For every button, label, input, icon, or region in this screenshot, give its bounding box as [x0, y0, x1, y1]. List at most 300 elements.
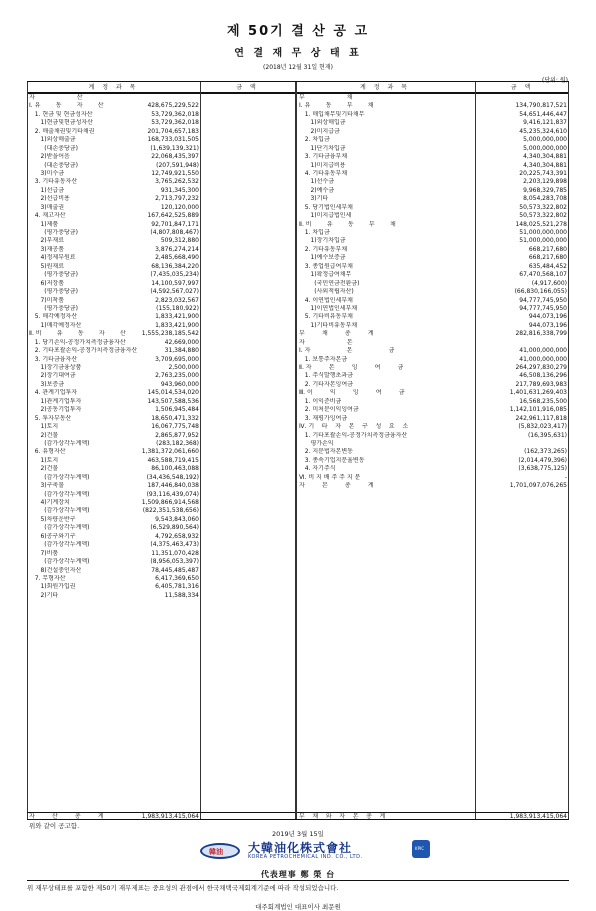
- account-label: Ⅱ. 비 유 동 자 산: [29, 330, 126, 338]
- table-row: [297, 381, 569, 389]
- amount-value: 1,381,372,061,660: [141, 448, 199, 456]
- table-row: [27, 457, 295, 465]
- amount-value: 2,823,032,567: [155, 296, 199, 304]
- amount-value: 5,000,000,000: [523, 136, 567, 144]
- account-label: Ⅵ. 비 지 배 주 주 지 분: [299, 473, 361, 481]
- amount-value: (7,435,035,234): [150, 271, 199, 279]
- amount-value: 54,651,446,447: [519, 110, 567, 118]
- amount-value: 9,543,843,060: [155, 515, 199, 523]
- account-label: 2)기타: [29, 591, 59, 599]
- amount-value: 6,405,781,316: [155, 583, 199, 591]
- amount-value: 11,351,070,428: [151, 549, 199, 557]
- amount-value: (93,116,439,074): [146, 490, 199, 498]
- table-row: [297, 491, 569, 499]
- amount-value: 282,816,338,799: [515, 330, 567, 338]
- report-date: (2018년 12월 31일 현재): [263, 64, 333, 71]
- amount-value: 134,790,817,521: [515, 102, 567, 110]
- account-label: 부 채: [299, 94, 353, 101]
- amount-value: 217,789,693,983: [515, 380, 567, 388]
- account-label: (감가상각누계액): [29, 473, 90, 481]
- account-label: 2. 기타자본잉여금: [299, 380, 353, 388]
- account-label: 2. 기타유동부채: [299, 245, 348, 253]
- announcement-date: 2019년 3월 15일: [272, 830, 324, 838]
- header-amount-right: 금 액: [475, 82, 569, 93]
- amount-value: 51,000,000,000: [519, 237, 567, 245]
- table-row: [297, 246, 569, 254]
- table-row: [297, 482, 569, 490]
- amount-value: 145,014,534,020: [147, 389, 199, 397]
- amount-value: 1,506,945,484: [155, 406, 199, 414]
- account-label: 자 산: [29, 94, 83, 101]
- table-row: [27, 145, 295, 153]
- amount-value: 42,669,000: [164, 338, 199, 346]
- table-row: [297, 398, 569, 406]
- table-row: [297, 592, 569, 600]
- table-row: [27, 195, 295, 203]
- amount-value: (4,807,808,467): [150, 229, 199, 236]
- account-label: 4. 재고자산: [29, 212, 66, 220]
- table-row: [297, 406, 569, 414]
- account-label: 1)장기차입금: [299, 237, 346, 245]
- account-label: 2. 미처분이익잉여금: [299, 406, 359, 414]
- table-row: [297, 423, 569, 431]
- account-label: (감가상각누계액): [29, 490, 90, 498]
- table-row: [297, 516, 569, 524]
- table-row: [27, 322, 295, 330]
- account-label: 5. 기타비유동부채: [299, 313, 353, 321]
- amount-value: 18,650,471,332: [151, 414, 199, 422]
- amount-value: 1,983,913,415,064: [509, 813, 567, 820]
- account-label: 3)재공품: [29, 245, 64, 253]
- table-row: [297, 474, 569, 482]
- amount-value: 45,235,324,610: [519, 127, 567, 135]
- account-label: 1)확정급여채무: [299, 271, 352, 279]
- amount-value: 943,960,000: [160, 380, 199, 388]
- balance-sheet-table: [27, 81, 569, 820]
- account-label: 1)제품: [29, 220, 59, 228]
- amount-value: 1,555,238,185,542: [141, 330, 199, 338]
- account-label: 1)현금및현금성자산: [29, 119, 93, 127]
- table-row: [297, 389, 569, 397]
- table-row: [27, 524, 295, 532]
- table-row: [27, 271, 295, 279]
- amount-value: 92,701,847,171: [151, 220, 199, 228]
- table-row: [27, 499, 295, 507]
- table-row: [27, 162, 295, 170]
- amount-value: 86,100,463,088: [151, 465, 199, 473]
- table-row: [297, 524, 569, 532]
- account-label: 1. 이익준비금: [299, 397, 342, 405]
- table-row: [27, 812, 295, 820]
- table-row: [27, 339, 295, 347]
- account-label: 1. 매입채무및기타채무: [299, 110, 365, 118]
- table-row: [297, 583, 569, 591]
- amount-value: (4,592,567,027): [150, 288, 199, 296]
- table-row: [27, 297, 295, 305]
- table-row: [27, 398, 295, 406]
- table-row: [27, 423, 295, 431]
- amount-value: 4,792,658,932: [155, 532, 199, 540]
- unit-label: (단위: 원): [542, 77, 568, 84]
- table-row: [297, 111, 569, 119]
- company-name-korean: 大韓油化株式會社: [248, 841, 353, 855]
- logo-badge-icon: 韓油: [200, 843, 240, 859]
- table-row: [297, 347, 569, 355]
- table-row: [297, 558, 569, 566]
- table-row: [297, 339, 569, 347]
- table-row: [27, 558, 295, 566]
- amount-value: 1,401,631,269,403: [509, 389, 567, 397]
- table-row: [27, 178, 295, 186]
- account-label: 8)건설중인자산: [29, 566, 82, 574]
- account-label: 5. 매각예정자산: [29, 313, 78, 321]
- account-label: (감가상각누계액): [29, 439, 90, 447]
- account-label: 3)매출권: [29, 203, 64, 211]
- table-row: [297, 364, 569, 372]
- table-row: [27, 280, 295, 288]
- account-label: (대손충당금): [29, 161, 78, 169]
- table-row: [27, 187, 295, 195]
- amount-value: 168,733,031,505: [147, 136, 199, 144]
- account-label: 1)기타비유동부채: [299, 321, 358, 329]
- amount-value: 3,765,262,532: [155, 178, 199, 186]
- table-row: [27, 128, 295, 136]
- table-row: [27, 305, 295, 313]
- table-row: [297, 145, 569, 153]
- table-row: [27, 406, 295, 414]
- statement-title: 연 결 재 무 상 태 표: [234, 48, 362, 59]
- account-label: 자 산 총 계: [29, 813, 104, 820]
- account-label: (감가상각누계액): [29, 541, 90, 549]
- table-row: [297, 254, 569, 262]
- auditor-line: 대주회계법인 대표이사 최문원: [255, 903, 341, 911]
- amount-value: (34,436,548,192): [146, 473, 199, 481]
- account-label: 3)기타: [299, 195, 329, 203]
- table-row: [297, 229, 569, 237]
- account-label: 1)외상매출금: [29, 136, 76, 144]
- table-row: [297, 499, 569, 507]
- table-row: [297, 372, 569, 380]
- account-label: 1. 차입금: [299, 229, 330, 236]
- account-label: 1)예수보증금: [299, 254, 346, 262]
- amount-value: 3,709,695,000: [155, 355, 199, 363]
- table-row: [297, 102, 569, 110]
- table-row: [27, 448, 295, 456]
- account-label: 3. 재평가잉여금: [299, 414, 348, 422]
- company-logo: [200, 840, 425, 864]
- amount-value: 944,073,196: [528, 313, 567, 321]
- table-row: [297, 94, 569, 102]
- amount-value: 2,865,877,952: [155, 431, 199, 439]
- table-row: [27, 507, 295, 515]
- account-label: 5. 투자부동산: [29, 414, 72, 422]
- account-label: 4. 자기주식: [299, 465, 336, 473]
- amount-value: 148,025,521,278: [515, 220, 567, 228]
- table-row: [297, 271, 569, 279]
- amount-value: (1,639,139,321): [150, 144, 199, 152]
- ceo-signature: 代表理事 鄭 榮 台: [260, 870, 336, 879]
- amount-value: 9,416,121,837: [523, 119, 567, 127]
- account-label: Ⅱ. 자 본 잉 여 금: [299, 364, 404, 371]
- amount-value: -: [564, 473, 567, 481]
- liabilities-equity-column: [297, 94, 569, 820]
- account-label: 7)미착품: [29, 296, 64, 304]
- account-label: 1)외상매입금: [299, 119, 346, 127]
- table-row: [27, 254, 295, 262]
- amount-value: (6,529,890,564): [150, 524, 199, 532]
- table-row: [297, 221, 569, 229]
- table-row: [27, 313, 295, 321]
- amount-value: 1,701,097,076,265: [509, 482, 567, 490]
- footnote: 위 재무상태표를 포함한 제50기 재무제표는 중요성의 관점에서 한국채택국제회계기준에 따라 작성되었습니다.: [27, 884, 339, 892]
- amount-value: 2,500,000: [168, 364, 199, 371]
- table-row: [27, 592, 295, 600]
- account-label: Ⅱ. 비 유 동 부 채: [299, 220, 396, 228]
- amount-value: (162,373,265): [524, 448, 567, 456]
- amount-value: 50,573,322,802: [519, 203, 567, 211]
- amount-value: (4,917,600): [531, 279, 567, 287]
- notice-title: 제 50기 결 산 공 고: [226, 24, 370, 39]
- account-label: 2)받을어음: [29, 153, 70, 161]
- table-row: [297, 567, 569, 575]
- account-label: Ⅰ. 유 동 자 산: [29, 102, 104, 110]
- table-row: [27, 170, 295, 178]
- table-row: [27, 372, 295, 380]
- account-label: 1)미지급법인세: [299, 212, 352, 220]
- account-label: (평가충당금): [29, 304, 78, 312]
- table-row: [27, 381, 295, 389]
- amount-value: 668,217,680: [528, 245, 567, 253]
- table-row: [27, 204, 295, 212]
- account-label: Ⅳ. 기 타 자 본 구 성 요 소: [299, 423, 409, 431]
- table-row: [297, 415, 569, 423]
- table-row: [27, 136, 295, 144]
- amount-value: 2,485,668,490: [155, 254, 199, 262]
- amount-value: (16,395,631): [527, 431, 567, 439]
- table-row: [297, 178, 569, 186]
- table-row: [297, 313, 569, 321]
- amount-value: 67,470,568,107: [519, 271, 567, 279]
- amount-value: 167,642,525,889: [147, 212, 199, 220]
- corporate-mark-icon: KPIC: [412, 840, 430, 858]
- table-row: [27, 229, 295, 237]
- amount-value: 931,345,300: [160, 186, 199, 194]
- table-row: [297, 448, 569, 456]
- account-label: 4)정제부원료: [29, 254, 76, 262]
- table-row: [27, 575, 295, 583]
- table-row: [297, 457, 569, 465]
- amount-value: 463,588,719,415: [147, 456, 199, 464]
- table-row: [27, 541, 295, 549]
- account-label: 3)보증금: [29, 380, 64, 388]
- amount-value: 2,763,235,000: [155, 372, 199, 380]
- table-row: [297, 128, 569, 136]
- table-row: [297, 187, 569, 195]
- amount-value: 2,203,129,898: [523, 178, 567, 186]
- account-label: (감가상각누계액): [29, 507, 90, 515]
- table-row: [297, 305, 569, 313]
- amount-value: (283,182,368): [156, 439, 199, 447]
- amount-value: 53,729,362,018: [151, 110, 199, 118]
- account-label: 1)회원가입권: [29, 583, 76, 591]
- amount-value: 4,340,304,881: [523, 161, 567, 169]
- account-label: (평가충당금): [29, 229, 78, 236]
- table-row: [27, 237, 295, 245]
- account-label: 1. 당기손익-공정가치측정금융자산: [29, 338, 126, 346]
- account-label: 자 본: [299, 338, 353, 346]
- amount-value: (4,375,463,473): [150, 541, 199, 549]
- account-label: 2. 차입금: [299, 136, 330, 144]
- amount-value: 3,876,274,214: [155, 245, 199, 253]
- account-label: (대손충당금): [29, 144, 78, 152]
- amount-value: 4,340,304,881: [523, 153, 567, 161]
- amount-value: 46,508,136,296: [519, 372, 567, 380]
- table-row: [297, 204, 569, 212]
- company-name-english: KOREA PETROCHEMICAL IND. CO., LTD.: [248, 854, 363, 860]
- table-row: [297, 136, 569, 144]
- account-label: (평가충당금): [29, 288, 78, 296]
- amount-value: 428,675,229,522: [147, 102, 199, 110]
- table-row: [27, 119, 295, 127]
- amount-value: 143,507,588,536: [147, 397, 199, 405]
- amount-value: (155,180,922): [156, 304, 199, 312]
- account-label: 7. 무형자산: [29, 574, 66, 582]
- account-label: 1. 현금 및 현금성자산: [29, 110, 93, 118]
- account-label: 1)매각예정자산: [29, 321, 82, 329]
- table-row: [297, 297, 569, 305]
- assets-column: [27, 94, 295, 820]
- account-label: Ⅰ. 자 본 금: [299, 347, 395, 355]
- account-label: 1)장기금융상품: [29, 364, 82, 371]
- account-label: 3)구축물: [29, 482, 64, 490]
- table-row: [27, 516, 295, 524]
- amount-value: 31,384,880: [164, 347, 199, 355]
- table-row: [297, 288, 569, 296]
- table-row: [27, 567, 295, 575]
- amount-value: 51,000,000,000: [519, 229, 567, 236]
- account-label: 5)차량운반구: [29, 515, 76, 523]
- account-label: 1)토지: [29, 423, 59, 431]
- account-label: 3. 기타유동자산: [29, 178, 78, 186]
- table-row: [27, 246, 295, 254]
- amount-value: 53,729,362,018: [151, 119, 199, 127]
- amount-value: 20,225,743,391: [519, 169, 567, 177]
- table-row: [27, 389, 295, 397]
- amount-value: 1,833,421,900: [155, 313, 199, 321]
- table-row: [297, 212, 569, 220]
- table-row: [297, 237, 569, 245]
- amount-value: 635,484,452: [528, 262, 567, 270]
- amount-value: 2,713,797,232: [155, 195, 199, 203]
- account-label: 평가손익: [299, 439, 334, 447]
- account-label: 1)선수금: [299, 178, 334, 186]
- table-row: [27, 432, 295, 440]
- amount-value: 11,588,334: [164, 591, 199, 599]
- amount-value: 668,217,680: [528, 254, 567, 262]
- account-label: 6. 유형자산: [29, 448, 66, 456]
- table-row: [27, 583, 295, 591]
- table-row: [297, 153, 569, 161]
- table-row: [27, 212, 295, 220]
- account-label: 1)미지급비용: [299, 161, 346, 169]
- account-label: 1. 기타포괄손익-공정가치측정금융자산: [299, 431, 408, 439]
- account-label: 2. 매출채권및기타채권: [29, 127, 95, 135]
- table-row: [27, 330, 295, 338]
- account-label: (평가충당금): [29, 271, 78, 279]
- account-label: 6)저장품: [29, 279, 64, 287]
- account-label: 2)부재료: [29, 237, 64, 245]
- table-row: [27, 263, 295, 271]
- account-label: (사외적립자산): [299, 288, 354, 296]
- account-label: 2. 지분법자본변동: [299, 448, 353, 456]
- account-label: 5)원재료: [29, 262, 64, 270]
- account-label: 1. 주식발행초과금: [299, 372, 353, 380]
- account-label: 4. 관계기업투자: [29, 389, 78, 397]
- table-row: [297, 195, 569, 203]
- account-label: 2)예수금: [299, 186, 334, 194]
- amount-value: 78,445,485,487: [151, 566, 199, 574]
- account-label: 1. 보통주자본금: [299, 355, 348, 363]
- amount-value: (66,830,166,055): [514, 288, 567, 296]
- account-label: 6)공구와기구: [29, 532, 76, 540]
- table-row: [27, 491, 295, 499]
- amount-value: 41,000,000,000: [519, 355, 567, 363]
- closing-statement: 위와 같이 공고함.: [29, 822, 80, 830]
- table-row: [297, 812, 569, 820]
- footer-divider: [27, 880, 569, 881]
- table-row: [297, 432, 569, 440]
- table-row: [297, 440, 569, 448]
- amount-value: 1,833,421,900: [155, 321, 199, 329]
- account-label: 2)장기대여금: [29, 372, 76, 380]
- amount-value: (5,832,023,417): [518, 423, 567, 431]
- amount-value: 41,000,000,000: [519, 347, 567, 355]
- header-amount-left: 금 액: [200, 82, 295, 93]
- account-label: 3. 종업원급여부채: [299, 262, 353, 270]
- table-row: [297, 170, 569, 178]
- table-row: [27, 364, 295, 372]
- table-row: [27, 221, 295, 229]
- table-row: [27, 94, 295, 102]
- table-row: [297, 280, 569, 288]
- account-label: (국민연금전환금): [299, 279, 360, 287]
- table-row: [27, 153, 295, 161]
- account-label: 4. 기타유동부채: [299, 169, 348, 177]
- amount-value: 16,568,235,500: [519, 397, 567, 405]
- table-row: [27, 415, 295, 423]
- table-row: [27, 440, 295, 448]
- account-label: 1)이연법인세부채: [299, 304, 358, 312]
- table-row: [27, 474, 295, 482]
- account-label: 3. 기타금융자산: [29, 355, 78, 363]
- table-row: [297, 465, 569, 473]
- table-row: [297, 263, 569, 271]
- amount-value: 120,120,000: [160, 203, 199, 211]
- account-label: Ⅰ. 유 동 부 채: [299, 102, 374, 110]
- account-label: 3)미수금: [29, 169, 64, 177]
- account-label: 4)기계장치: [29, 499, 70, 506]
- account-label: 부 채 총 계: [299, 330, 374, 338]
- table-row: [27, 102, 295, 110]
- amount-value: 94,777,745,950: [519, 304, 567, 312]
- table-row: [27, 356, 295, 364]
- account-label: 1)선급금: [29, 186, 64, 194]
- amount-value: (2,014,479,396): [518, 456, 567, 464]
- amount-value: 12,749,921,550: [151, 169, 199, 177]
- table-row: [27, 288, 295, 296]
- account-label: 4. 이연법인세부채: [299, 296, 353, 304]
- amount-value: 1,509,866,914,568: [141, 499, 199, 506]
